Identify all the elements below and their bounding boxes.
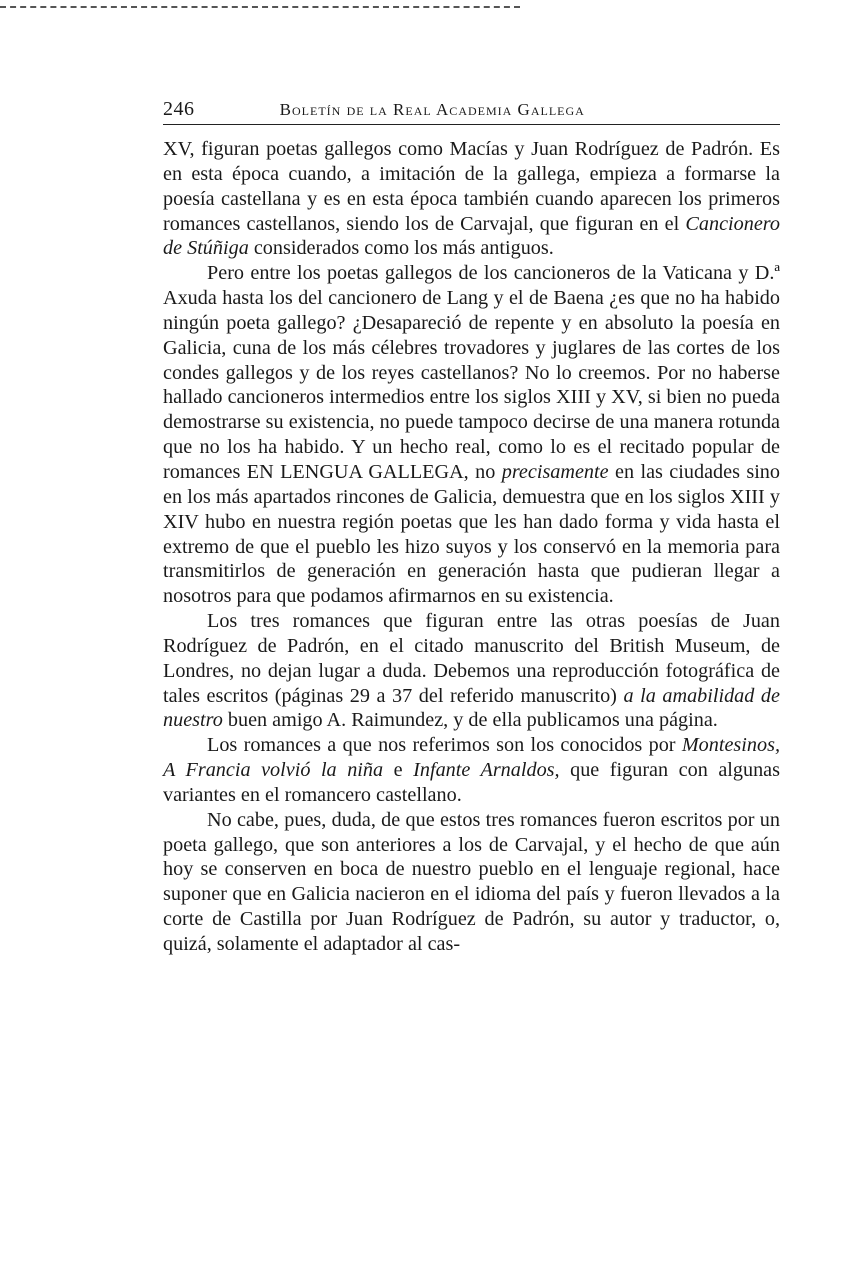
text-run: que figuran con algunas variantes en el romancero castellano. bbox=[163, 759, 780, 806]
italic-run: Cancionero de Stúñiga bbox=[163, 212, 780, 260]
text-run: buen amigo A. Raimundez, y de ella publicamos una página. bbox=[222, 709, 718, 732]
text-run: considerados como los más antiguos. bbox=[248, 237, 554, 260]
body-text bbox=[163, 137, 780, 957]
text-run: en las ciudades sino en los más apartados rincones de Galicia, demuestra que en los siglos XIII y XIV hubo en nuestra región poetas que les han dado forma y vida hasta el extremo de que el pueblo les hizo suyos y los conservó en la memoria para transmitirlos de generación en generación hasta que pudieran llegar a nosotros para que podamos afirmarnos en su existencia. bbox=[163, 460, 780, 608]
paragraph bbox=[163, 261, 780, 609]
paragraph bbox=[163, 137, 780, 261]
italic-run: precisamente bbox=[501, 460, 609, 483]
paragraph bbox=[163, 808, 780, 957]
text-run: Pero entre los poetas gallegos de los cancioneros de la Vaticana y D.ª Axuda hasta los del cancionero de Lang y el de Baena ¿es que no ha habido ningún poeta gallego? ¿Desapareció de repente y en absoluto la poesía en Galicia, cuna de los más célebres trovadores y juglares de las cortes de los condes gallegos y de los reyes castellanos? No lo creemos. Por no haberse hallado cancioneros intermedios entre los siglos XIII y XV, si bien no pueda demostrarse su existencia, no puede tampoco decirse de una manera rotunda que no los ha habido. Y un hecho real, como lo es el recitado popular de romances EN LENGUA GALLEGA, no bbox=[163, 262, 780, 483]
text-run: XV, figuran poetas gallegos como Macías y Juan Rodríguez de Padrón. Es en esta época cuando, a imitación de la gallega, empieza a formarse la poesía castellana y es en esta época también cuando aparecen los primeros romances castellanos, siendo los de Carvajal, que figuran en el bbox=[163, 138, 780, 235]
book-page bbox=[163, 98, 780, 957]
text-run: Los tres romances que figuran entre las otras poesías de Juan Rodríguez de Padrón, en el citado manuscrito del British Museum, de Londres, no dejan lugar a duda. Debemos una reproducción fotográfica de tales escritos (páginas 29 a 37 del referido manuscrito) bbox=[163, 610, 780, 707]
text-run: No cabe, pues, duda, de que estos tres romances fueron escritos por un poeta gallego, que son anteriores a los de Carvajal, y el hecho de que aún hoy se conserven en boca de nuestro pueblo en el lenguaje regional, hace suponer que en Galicia nacieron en el idioma del país y fueron llevados a la corte de Castilla por Juan Rodríguez de Padrón, su autor y traductor, o, quizá, solamente el adaptador al cas- bbox=[163, 808, 780, 955]
page-number: 246 bbox=[163, 98, 195, 120]
text-run: Los romances a que nos referimos son los conocidos por bbox=[207, 734, 682, 757]
top-edge-rule bbox=[0, 6, 520, 8]
text-run: e bbox=[383, 759, 414, 782]
journal-title: Boletín de la Real Academia Gallega bbox=[279, 100, 585, 119]
paragraph bbox=[163, 733, 780, 808]
paragraph bbox=[163, 609, 780, 733]
running-head bbox=[163, 98, 780, 125]
italic-run: a la amabilidad de nuestro bbox=[163, 684, 780, 732]
italic-run: Montesinos, A Francia volvió la niña bbox=[163, 734, 780, 782]
italic-run: Infante Arnaldos, bbox=[413, 759, 560, 782]
